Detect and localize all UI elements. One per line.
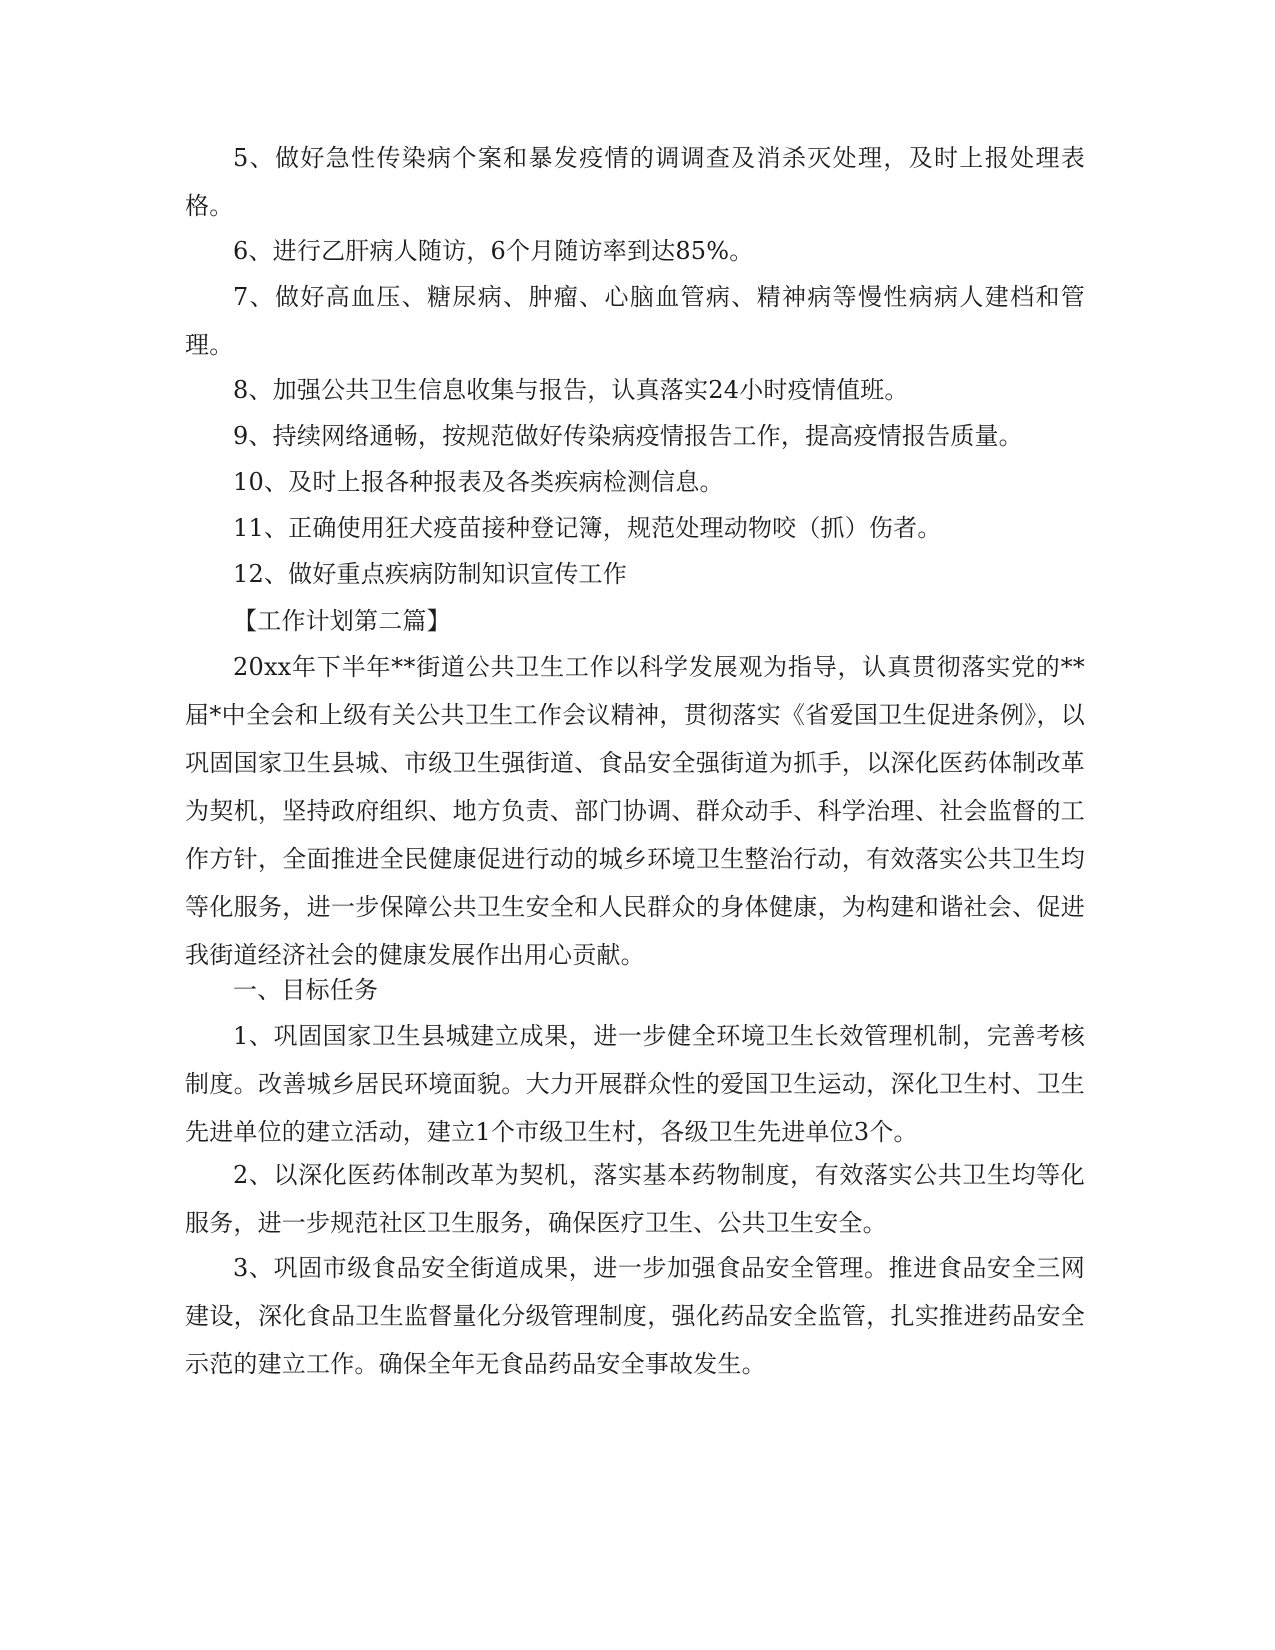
paragraph-item-10: 10、及时上报各种报表及各类疾病检测信息。 [233,468,724,496]
paragraph-item-7: 7、做好高血压、糖尿病、肿瘤、心脑血管病、精神病等慢性病病人建档和管理。 [185,283,1085,359]
paragraph-item-12: 12、做好重点疾病防制知识宣传工作 [233,560,627,588]
paragraph-item-9: 9、持续网络通畅，按规范做好传染病疫情报告工作，提高疫情报告质量。 [233,422,1023,450]
section-heading-second-plan: 【工作计划第二篇】 [233,607,451,635]
paragraph-goal-3: 3、巩固市级食品安全街道成果，进一步加强食品安全管理。推进食品安全三网建设，深化食品卫生监督量化分级管理制度，强化药品安全监管，扎实推进药品安全示范的建立工作。确保全年无食品药品安全事故发生。 [185,1254,1085,1378]
paragraph-item-6: 6、进行乙肝病人随访，6个月随访率到达85%。 [233,237,754,265]
paragraph-item-8: 8、加强公共卫生信息收集与报告，认真落实24小时疫情值班。 [233,376,909,404]
paragraph-goal-1: 1、巩固国家卫生县城建立成果，进一步健全环境卫生长效管理机制，完善考核制度。改善城乡居民环境面貌。大力开展群众性的爱国卫生运动，深化卫生村、卫生先进单位的建立活动，建立1个市级卫生村，各级卫生先进单位3个。 [185,1022,1085,1146]
section-heading-goals: 一、目标任务 [233,976,379,1004]
paragraph-goal-2: 2、以深化医药体制改革为契机，落实基本药物制度，有效落实公共卫生均等化服务，进一步规范社区卫生服务，确保医疗卫生、公共卫生安全。 [185,1161,1085,1237]
paragraph-item-11: 11、正确使用狂犬疫苗接种登记簿，规范处理动物咬（抓）伤者。 [233,514,942,542]
paragraph-intro: 20xx年下半年**街道公共卫生工作以科学发展观为指导，认真贯彻落实党的**届*中全会和上级有关公共卫生工作会议精神，贯彻落实《省爱国卫生促进条例》，以巩固国家卫生县城、市级卫生强街道、食品安全强街道为抓手，以深化医药体制改革为契机，坚持政府组织、地方负责、部门协调、群众动手、科学治理、社会监督的工作方针，全面推进全民健康促进行动的城乡环境卫生整治行动，有效落实公共卫生均等化服务，进一步保障公共卫生安全和人民群众的身体健康，为构建和谐社会、促进我街道经济社会的健康发展作出用心贡献。 [185,653,1085,969]
paragraph-item-5: 5、做好急性传染病个案和暴发疫情的调调查及消杀灭处理，及时上报处理表格。 [185,144,1085,220]
